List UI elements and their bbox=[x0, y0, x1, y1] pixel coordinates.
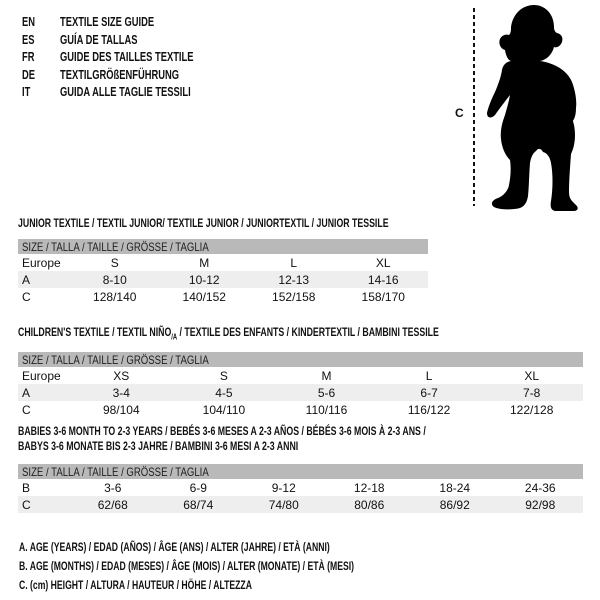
table-cell: 68/74 bbox=[183, 497, 214, 512]
babies-size-table bbox=[18, 464, 583, 513]
baby-silhouette-icon bbox=[482, 2, 582, 214]
table-cell: XL bbox=[524, 368, 540, 383]
table-cell: 116/122 bbox=[407, 402, 451, 417]
height-measure-dashed-line bbox=[473, 8, 475, 206]
table-row bbox=[18, 401, 583, 418]
title-text: BABYS 3-6 MONATE BIS 2-3 JAHRE / BAMBINI 3-6 MESI A 2-3 ANNI bbox=[18, 439, 299, 453]
height-measure-label: C bbox=[455, 106, 464, 120]
language-code: EN bbox=[22, 14, 36, 29]
row-label: A bbox=[22, 385, 31, 400]
table-row bbox=[18, 271, 428, 288]
children-textile-section bbox=[18, 325, 583, 418]
table-title bbox=[18, 325, 583, 344]
table-cell: 152/158 bbox=[272, 289, 316, 304]
table-title bbox=[18, 424, 583, 454]
size-header-cell bbox=[18, 352, 583, 367]
table-cell: 7-8 bbox=[523, 385, 541, 400]
size-header-text: SIZE / TALLA / TAILLE / GRÖSSE / TAGLIA bbox=[22, 352, 209, 367]
table-cell: 62/68 bbox=[97, 497, 128, 512]
table-cell: 3-6 bbox=[104, 480, 122, 495]
legend-note-line: B. AGE (MONTHS) / EDAD (MESES) / ÂGE (MOIS) / ALTER (MONATE) / ETÀ (MESI) bbox=[19, 559, 355, 573]
table-cell: L bbox=[425, 368, 433, 383]
table-cell: 5-6 bbox=[317, 385, 336, 400]
row-label: A bbox=[22, 272, 31, 287]
babies-textile-section bbox=[18, 424, 583, 513]
table-cell: 86/92 bbox=[439, 497, 470, 512]
table-cell: 3-4 bbox=[112, 385, 130, 400]
table-cell: 140/152 bbox=[182, 289, 226, 304]
table-cell: 80/86 bbox=[354, 497, 385, 512]
table-cell: XL bbox=[375, 255, 391, 270]
junior-size-table bbox=[18, 239, 428, 305]
language-title: TEXTILE SIZE GUIDE bbox=[60, 14, 155, 29]
table-cell: 4-5 bbox=[215, 385, 233, 400]
table-cell: 9-12 bbox=[271, 480, 296, 495]
language-code: FR bbox=[22, 49, 35, 64]
table-cell: XS bbox=[113, 368, 130, 383]
title-text: BABIES 3-6 MONTH TO 2-3 YEARS / BEBÉS 3-6 MESES A 2-3 AÑOS / BÉBÉS 3-6 MOIS À 2-3 ANS / bbox=[18, 424, 426, 438]
table-cell: 12-18 bbox=[353, 480, 385, 495]
table-title-line bbox=[18, 424, 430, 439]
language-title: TEXTILGRÖßENFÜHRUNG bbox=[60, 66, 180, 82]
table-cell: 8-10 bbox=[102, 272, 127, 287]
language-title: GUIDE DES TAILLES TEXTILE bbox=[60, 49, 194, 64]
language-code: IT bbox=[22, 84, 31, 99]
table-cell: 110/116 bbox=[305, 402, 348, 417]
title-text: JUNIOR TEXTILE / TEXTIL JUNIOR/ TEXTILE JUNIOR / JUNIORTEXTIL / JUNIOR TESSILE bbox=[18, 216, 389, 230]
table-row bbox=[18, 384, 583, 401]
table-cell: 18-24 bbox=[439, 480, 471, 495]
table-title bbox=[18, 216, 428, 231]
table-cell: 6-9 bbox=[189, 480, 207, 495]
legend-note-line: C. (cm) HEIGHT / ALTURA / HAUTEUR / HÖHE / ALTEZZA bbox=[19, 578, 252, 592]
row-label: C bbox=[22, 402, 31, 417]
title-text: / TEXTILE DES ENFANTS / KINDERTEXTIL / BAMBINI TESSILE bbox=[177, 325, 439, 339]
table-title-line bbox=[18, 325, 439, 344]
table-cell: 122/128 bbox=[509, 402, 554, 417]
table-cell: 24-36 bbox=[524, 480, 556, 495]
row-label: Europe bbox=[22, 368, 61, 383]
size-header-text: SIZE / TALLA / TAILLE / GRÖSSE / TAGLIA bbox=[22, 464, 209, 479]
size-header-band bbox=[18, 239, 428, 254]
size-header-cell bbox=[18, 239, 428, 254]
table-cell: 10-12 bbox=[188, 272, 220, 287]
size-header-band bbox=[18, 464, 583, 479]
children-size-table bbox=[18, 352, 583, 418]
size-header-cell bbox=[18, 464, 583, 479]
junior-textile-section bbox=[18, 216, 428, 305]
table-cell: 92/98 bbox=[525, 497, 556, 512]
size-header-text: SIZE / TALLA / TAILLE / GRÖSSE / TAGLIA bbox=[22, 239, 209, 254]
size-header-band bbox=[18, 352, 583, 367]
table-cell: 12-13 bbox=[278, 272, 310, 287]
language-title: GUIDA ALLE TAGLIE TESSILI bbox=[60, 84, 191, 99]
table-row bbox=[18, 254, 428, 271]
language-code: ES bbox=[22, 31, 35, 47]
table-row bbox=[18, 496, 583, 513]
table-title-line bbox=[18, 216, 389, 231]
table-cell: 14-16 bbox=[367, 272, 399, 287]
table-cell: M bbox=[199, 255, 210, 270]
table-cell: 104/110 bbox=[202, 402, 246, 417]
table-row bbox=[18, 479, 583, 496]
table-cell: 158/170 bbox=[361, 289, 405, 304]
table-row bbox=[18, 367, 583, 384]
legend-note-line: A. AGE (YEARS) / EDAD (AÑOS) / ÂGE (ANS) / ALTER (JAHRE) / ETÀ (ANNI) bbox=[19, 540, 330, 554]
table-cell: S bbox=[219, 368, 228, 383]
table-row bbox=[18, 288, 428, 305]
table-cell: 74/80 bbox=[268, 497, 299, 512]
table-cell: S bbox=[110, 255, 119, 270]
table-title-line bbox=[18, 439, 430, 454]
legend-notes bbox=[19, 538, 484, 595]
language-code: DE bbox=[22, 66, 36, 82]
table-cell: 6-7 bbox=[420, 385, 438, 400]
row-label: C bbox=[22, 289, 31, 304]
table-cell: 128/140 bbox=[93, 289, 137, 304]
title-subscript: /A bbox=[171, 332, 178, 342]
row-label: C bbox=[22, 497, 31, 512]
table-cell: M bbox=[321, 368, 332, 383]
table-cell: 98/104 bbox=[102, 402, 140, 417]
row-label: B bbox=[22, 480, 31, 495]
title-text: CHILDREN'S TEXTILE / TEXTIL NIÑO bbox=[18, 325, 172, 339]
language-title: GUÍA DE TALLAS bbox=[60, 31, 138, 47]
table-cell: L bbox=[290, 255, 298, 270]
row-label: Europe bbox=[22, 255, 61, 270]
